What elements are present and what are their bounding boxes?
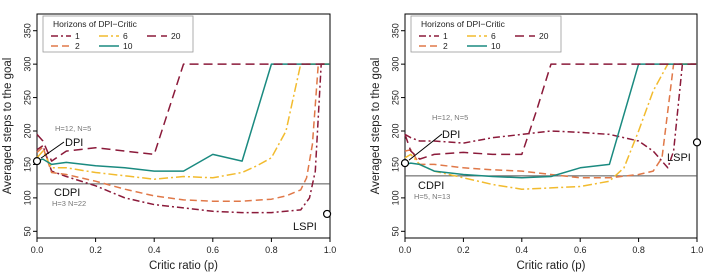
dpi-label: DPI — [65, 137, 84, 149]
series-line-h20 — [405, 64, 697, 159]
dpi-arrow — [409, 134, 442, 160]
y-tick-label: 350 — [390, 23, 401, 39]
chart-panel-right — [370, 14, 703, 272]
dpi-point — [34, 158, 41, 165]
legend — [43, 16, 193, 52]
y-tick-label: 250 — [390, 90, 401, 106]
lspi-label: LSPI — [293, 221, 317, 233]
legend-entry-label: 2 — [443, 41, 448, 51]
y-tick-label: 50 — [390, 226, 401, 237]
y-tick-label: 150 — [22, 156, 33, 172]
legend-entry-label: 20 — [539, 31, 549, 41]
cdpi-note: H=3 N=22 — [52, 199, 87, 208]
legend-entry-label: 6 — [123, 31, 128, 41]
dpi-label: DPI — [442, 129, 461, 141]
x-tick-label: 0.8 — [632, 245, 645, 255]
y-tick-label: 250 — [22, 90, 33, 106]
lspi-label: LSPI — [667, 152, 691, 164]
x-tick-label: 1.0 — [690, 245, 703, 255]
y-tick-label: 300 — [390, 56, 401, 72]
cdpi-label: CDPI — [418, 180, 445, 192]
legend-entry-label: 6 — [491, 31, 496, 41]
legend-entry-label: 10 — [491, 41, 501, 51]
x-axis-label: Critic ratio (p) — [516, 260, 586, 272]
y-tick-label: 50 — [22, 226, 33, 237]
legend-title: Horizons of DPI−Critic — [421, 19, 505, 29]
y-tick-label: 300 — [22, 56, 33, 72]
lspi-point — [694, 139, 701, 146]
y-tick-label: 200 — [22, 123, 33, 139]
dpi-note: H=12, N=5 — [432, 113, 469, 122]
y-tick-label: 100 — [22, 190, 33, 206]
x-tick-label: 0.8 — [265, 245, 278, 255]
x-tick-label: 0.2 — [89, 245, 102, 255]
cdpi-note: H=5, N=13 — [414, 192, 451, 201]
y-tick-label: 150 — [390, 156, 401, 172]
legend — [411, 16, 561, 52]
lspi-point — [324, 210, 331, 217]
legend-entry-label: 1 — [75, 31, 80, 41]
x-tick-label: 0.4 — [515, 245, 529, 255]
x-tick-label: 1.0 — [323, 245, 337, 255]
chart-panel-left — [2, 14, 336, 272]
cdpi-label: CDPI — [54, 187, 81, 199]
series-line-h10 — [37, 64, 330, 171]
dpi-note: H=12, N=5 — [55, 124, 92, 133]
x-tick-label: 0.6 — [206, 245, 220, 255]
legend-entry-label: 20 — [171, 31, 181, 41]
legend-entry-label: 1 — [443, 31, 448, 41]
x-axis-label: Critic ratio (p) — [148, 260, 219, 272]
x-tick-label: 0.6 — [573, 245, 587, 255]
legend-entry-label: 2 — [75, 41, 80, 51]
x-tick-label: 0.0 — [398, 245, 412, 255]
dpi-point — [402, 160, 409, 167]
x-tick-label: 0.0 — [30, 245, 44, 255]
y-tick-label: 100 — [390, 190, 401, 206]
y-axis-label: Averaged steps to the goal — [370, 57, 382, 195]
x-tick-label: 0.2 — [457, 245, 470, 255]
x-tick-label: 0.4 — [147, 245, 161, 255]
legend-title: Horizons of DPI−Critic — [53, 19, 137, 29]
y-axis-label: Averaged steps to the goal — [2, 57, 14, 195]
y-tick-label: 350 — [22, 23, 33, 39]
y-tick-label: 200 — [390, 123, 401, 139]
legend-entry-label: 10 — [123, 41, 133, 51]
series-line-h6 — [37, 64, 330, 179]
